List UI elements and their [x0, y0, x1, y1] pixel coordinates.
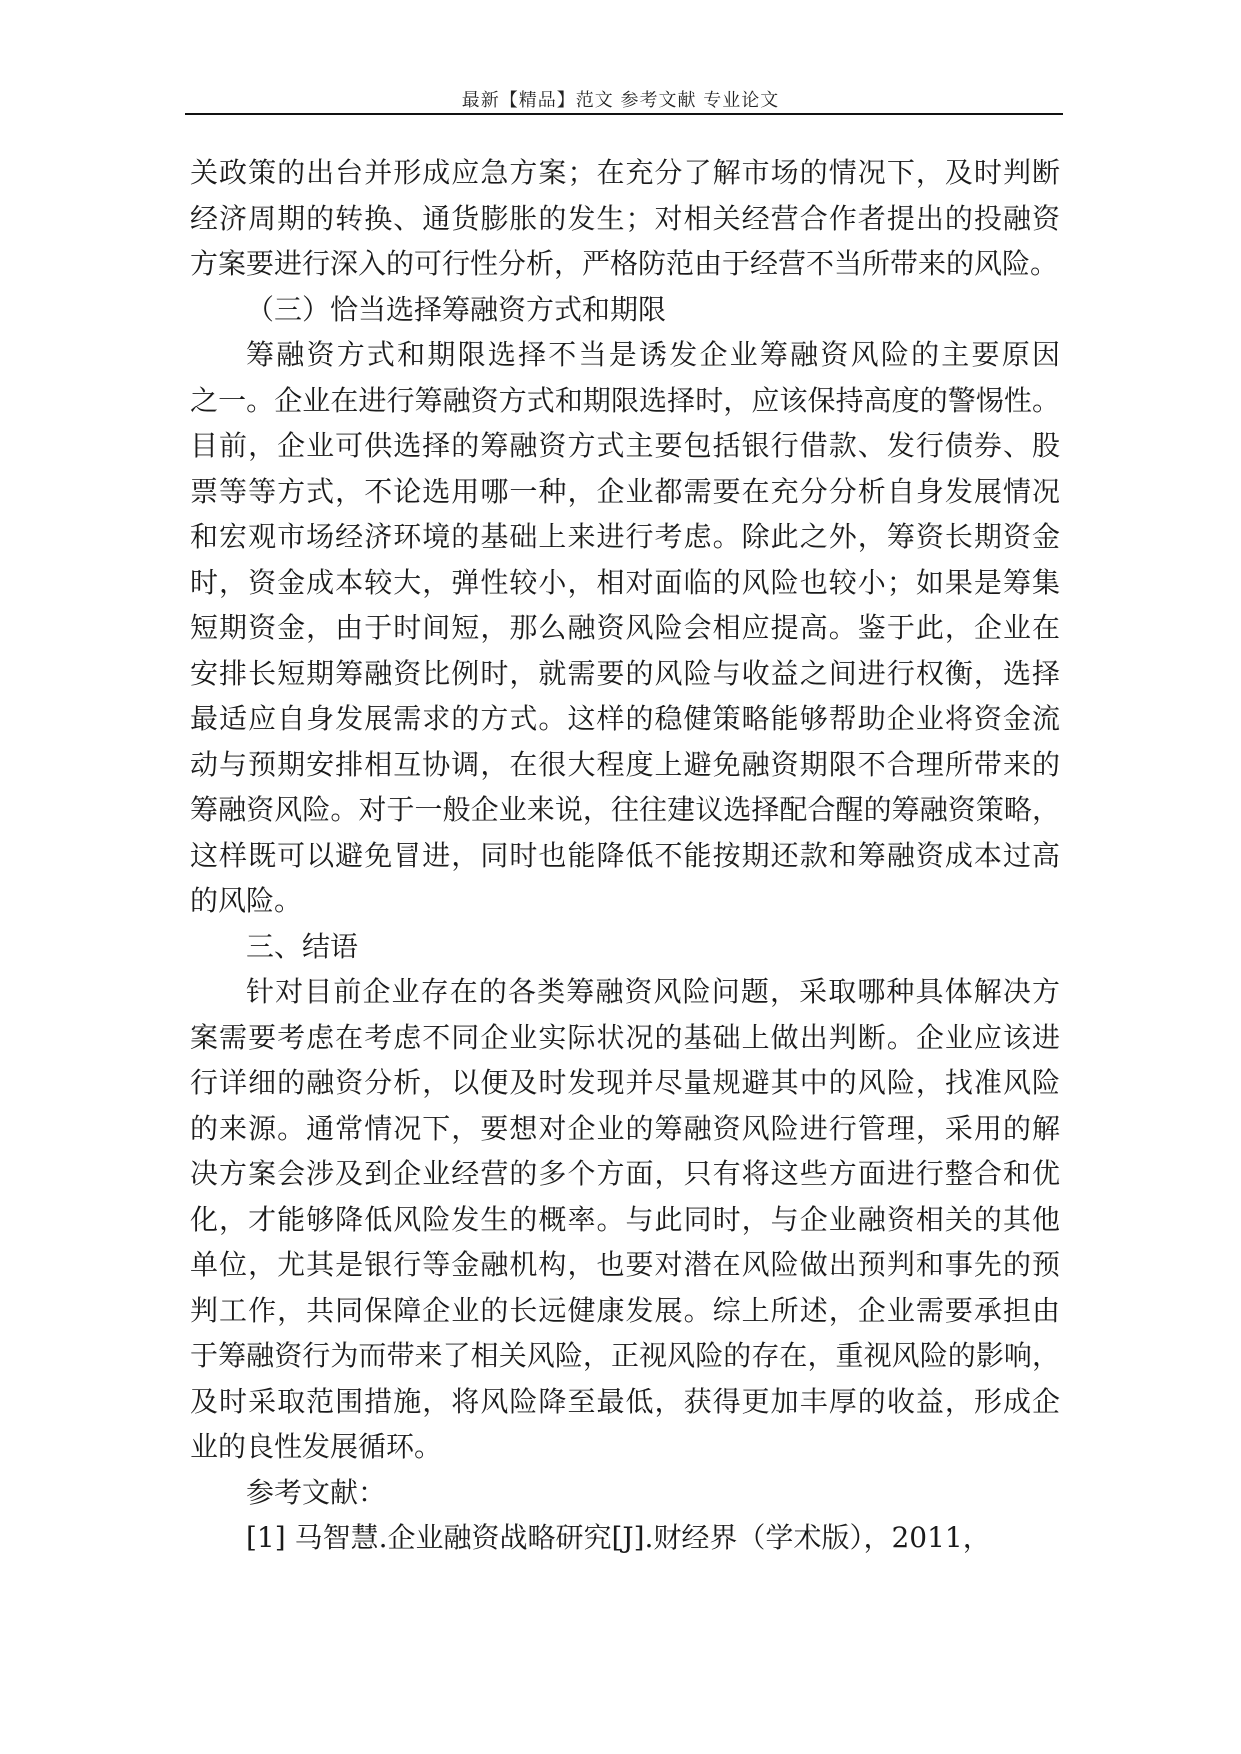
- paragraph-line: 判工作，共同保障企业的长远健康发展。综上所述，企业需要承担由: [190, 1293, 1060, 1327]
- paragraph-line: 经济周期的转换、通货膨胀的发生；对相关经营合作者提出的投融资: [190, 201, 1060, 235]
- paragraph-line: 筹融资风险。对于一般企业来说，往往建议选择配合醒的筹融资策略，: [190, 793, 1060, 826]
- page-header: 最新【精品】范文 参考文献 专业论文: [461, 90, 780, 111]
- paragraph-line: 和宏观市场经济环境的基础上来进行考虑。除此之外，筹资长期资金: [190, 520, 1060, 553]
- paragraph-line: 的来源。通常情况下，要想对企业的筹融资风险进行管理，采用的解: [190, 1111, 1060, 1145]
- paragraph-line: 票等等方式，不论选用哪一种，企业都需要在充分分析自身发展情况: [190, 474, 1060, 508]
- paragraph-line: 针对目前企业存在的各类筹融资风险问题，采取哪种具体解决方: [246, 975, 1060, 1008]
- references-heading: 参考文献：: [246, 1475, 387, 1509]
- paragraph-line: 行详细的融资分析，以便及时发现并尽量规避其中的风险，找准风险: [190, 1066, 1060, 1099]
- paragraph-line: 及时采取范围措施，将风险降至最低，获得更加丰厚的收益，形成企: [190, 1384, 1060, 1418]
- paragraph-line: 的风险。: [190, 884, 303, 917]
- paragraph-line: 最适应自身发展需求的方式。这样的稳健策略能够帮助企业将资金流: [190, 702, 1060, 735]
- paragraph-line: 之一。企业在进行筹融资方式和期限选择时，应该保持高度的警惕性。: [190, 383, 1060, 417]
- paragraph-line: 安排长短期筹融资比例时，就需要的风险与收益之间进行权衡，选择: [190, 656, 1060, 690]
- paragraph-line: 于筹融资行为而带来了相关风险，正视风险的存在，重视风险的影响，: [190, 1339, 1060, 1372]
- paragraph-line: 目前，企业可供选择的筹融资方式主要包括银行借款、发行债券、股: [190, 429, 1060, 462]
- paragraph-line: 方案要进行深入的可行性分析，严格防范由于经营不当所带来的风险。: [190, 247, 1059, 280]
- paragraph-line: 关政策的出台并形成应急方案；在充分了解市场的情况下，及时判断: [190, 156, 1060, 189]
- document-body: [190, 150, 1060, 1561]
- paragraph-line: 时，资金成本较大，弹性较小，相对面临的风险也较小；如果是筹集: [190, 565, 1060, 599]
- paragraph-line: 这样既可以避免冒进，同时也能降低不能按期还款和筹融资成本过高: [190, 838, 1060, 872]
- paragraph-line: 动与预期安排相互协调，在很大程度上避免融资期限不合理所带来的: [190, 747, 1060, 781]
- paragraph-line: 业的良性发展循环。: [190, 1430, 443, 1463]
- header-divider: [185, 113, 1063, 115]
- section-heading: 三、结语: [246, 929, 359, 963]
- paragraph-line: 化，才能够降低风险发生的概率。与此同时，与企业融资相关的其他: [190, 1202, 1060, 1236]
- section-heading: （三）恰当选择筹融资方式和期限: [246, 292, 667, 326]
- paragraph-line: 案需要考虑在考虑不同企业实际状况的基础上做出判断。企业应该进: [190, 1020, 1060, 1054]
- paragraph-line: 短期资金，由于时间短，那么融资风险会相应提高。鉴于此，企业在: [190, 611, 1060, 644]
- reference-item: [1] 马智慧.企业融资战略研究[J].财经界（学术版），2011，: [246, 1521, 991, 1554]
- paragraph-line: 筹融资方式和期限选择不当是诱发企业筹融资风险的主要原因: [246, 338, 1060, 371]
- paragraph-line: 决方案会涉及到企业经营的多个方面，只有将这些方面进行整合和优: [190, 1157, 1060, 1190]
- paragraph-line: 单位，尤其是银行等金融机构，也要对潜在风险做出预判和事先的预: [190, 1248, 1060, 1281]
